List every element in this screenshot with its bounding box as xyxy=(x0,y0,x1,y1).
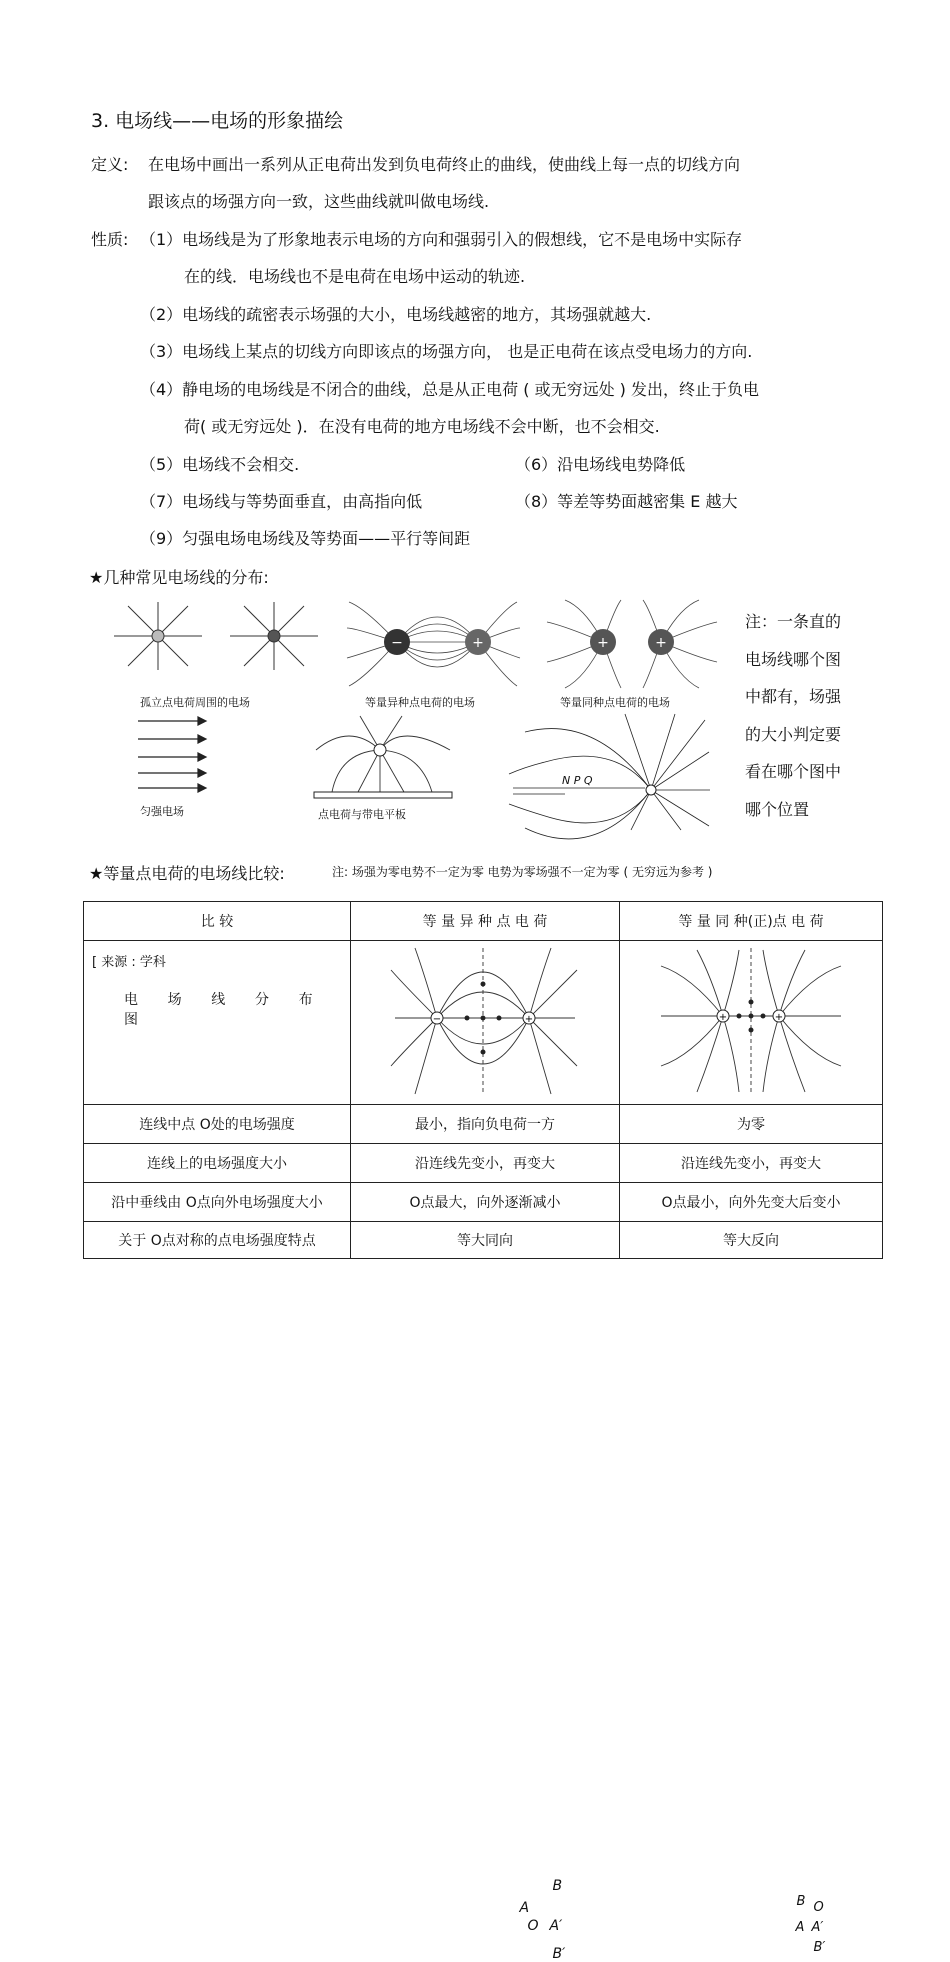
opposite-diagram xyxy=(385,946,585,1096)
row-same: 为零 xyxy=(620,1105,883,1144)
label-b-prime: B′ xyxy=(552,1945,566,1962)
property-4a: （4）静电场的电场线是不闭合的曲线，总是从正电荷 ( 或无穷远处 ) 发出，终止于负电 xyxy=(140,380,760,399)
label-a-prime: A′ xyxy=(549,1917,563,1934)
property-5: （5）电场线不会相交. xyxy=(140,455,300,474)
note-line: 注：一条直的 xyxy=(745,612,842,631)
same-diagram xyxy=(651,946,851,1096)
isolated-charges-figure xyxy=(110,598,330,690)
common-fields-title: ★几种常见电场线的分布: xyxy=(89,568,269,587)
npq-field-figure xyxy=(505,712,710,830)
svg-text:+: + xyxy=(774,1011,784,1023)
table-row xyxy=(84,1144,883,1183)
row-opposite: 沿连线先变小，再变大 xyxy=(351,1144,620,1183)
property-1a: （1）电场线是为了形象地表示电场的方向和强弱引入的假想线，它不是电场中实际存 xyxy=(140,230,743,249)
definition-label: 定义: xyxy=(91,155,129,174)
row-same: 沿连线先变小，再变大 xyxy=(620,1144,883,1183)
isolated-caption: 孤立点电荷周围的电场 xyxy=(140,696,250,709)
label-o: O xyxy=(813,1899,824,1915)
label-b: B xyxy=(796,1893,806,1909)
svg-text:+: + xyxy=(472,635,484,651)
property-4b: 荷( 或无穷远处 )．在没有电荷的地方电场线不会中断，也不会相交. xyxy=(184,417,660,436)
diagram-label: 电 场 线 分 布 图 xyxy=(124,992,326,1028)
row-opposite: 等大同向 xyxy=(351,1222,620,1259)
table-row xyxy=(84,1183,883,1222)
opposite-charges-figure xyxy=(345,598,520,690)
row-label: 连线中点 O处的电场强度 xyxy=(84,1105,351,1144)
row-label: 关于 O点对称的点电场强度特点 xyxy=(84,1222,351,1259)
property-2: （2）电场线的疏密表示场强的大小，电场线越密的地方，其场强就越大. xyxy=(140,305,652,324)
note-line: 哪个位置 xyxy=(745,799,810,819)
property-7: （7）电场线与等势面垂直，由高指向低 xyxy=(140,492,423,511)
comparison-title: ★等量点电荷的电场线比较: xyxy=(89,864,285,883)
svg-text:+: + xyxy=(524,1013,534,1025)
definition-line-2: 跟该点的场强方向一致，这些曲线就叫做电场线. xyxy=(148,192,490,211)
same-caption: 等量同种点电荷的电场 xyxy=(560,696,670,709)
row-label: 沿中垂线由 O点向外电场强度大小 xyxy=(84,1183,351,1222)
row-same: 等大反向 xyxy=(620,1222,883,1259)
source-note: [ 来源 : 学科 xyxy=(92,955,166,970)
side-note xyxy=(745,603,841,828)
properties-label: 性质: xyxy=(91,230,129,249)
diagram-label-cell xyxy=(84,941,351,1105)
table-header-row xyxy=(84,902,883,941)
plate-caption: 点电荷与带电平板 xyxy=(318,808,406,821)
definition-line-1: 在电场中画出一系列从正电荷出发到负电荷终止的曲线，使曲线上每一点的切线方向 xyxy=(148,155,741,174)
label-a: A xyxy=(519,1899,530,1916)
label-o: O xyxy=(527,1917,539,1934)
header-same: 等 量 同 种(正)点 电 荷 xyxy=(620,902,883,941)
same-charges-figure xyxy=(545,598,720,690)
note-line: 看在哪个图中 xyxy=(745,762,842,781)
npq-labels: N P Q xyxy=(562,774,593,787)
note-line: 电场线哪个图 xyxy=(745,649,842,669)
property-3: （3）电场线上某点的切线方向即该点的场强方向， 也是正电荷在该点受电场力的方向. xyxy=(140,342,753,361)
property-8: （8）等差等势面越密集 E 越大 xyxy=(515,492,738,511)
label-b: B xyxy=(552,1877,563,1894)
comparison-table xyxy=(83,901,883,1962)
header-compare: 比 较 xyxy=(84,902,351,941)
diagram-row xyxy=(84,941,883,1105)
svg-text:+: + xyxy=(655,635,667,651)
label-a-prime: A′ xyxy=(811,1919,824,1935)
row-label: 连线上的电场强度大小 xyxy=(84,1144,351,1183)
label-a: A xyxy=(795,1919,805,1935)
uniform-field-figure xyxy=(136,715,208,793)
row-opposite: O点最大，向外逐渐减小 xyxy=(351,1183,620,1222)
property-1b: 在的线．电场线也不是电荷在电场中运动的轨迹. xyxy=(184,267,526,286)
uniform-caption: 匀强电场 xyxy=(140,805,184,818)
charge-plate-figure xyxy=(310,712,458,804)
opposite-caption: 等量异种点电荷的电场 xyxy=(365,696,475,709)
table-row xyxy=(84,1222,883,1259)
property-6: （6）沿电场线电势降低 xyxy=(515,455,686,474)
note-line: 中都有，场强 xyxy=(745,687,842,706)
svg-text:+: + xyxy=(597,635,609,651)
row-opposite: 最小，指向负电荷一方 xyxy=(351,1105,620,1144)
section-heading: 3. 电场线——电场的形象描绘 xyxy=(91,110,344,132)
svg-text:−: − xyxy=(432,1013,442,1025)
row-same: O点最小，向外先变大后变小 xyxy=(620,1183,883,1222)
label-b-prime: B′ xyxy=(813,1939,826,1955)
comparison-note: 注: 场强为零电势不一定为零 电势为零场强不一定为零 ( 无穷远为参考 ) xyxy=(332,865,713,879)
svg-text:−: − xyxy=(391,635,403,651)
header-opposite: 等 量 异 种 点 电 荷 xyxy=(351,902,620,941)
property-9: （9）匀强电场电场线及等势面——平行等间距 xyxy=(140,529,471,548)
svg-text:+: + xyxy=(718,1011,728,1023)
note-line: 的大小判定要 xyxy=(745,724,842,744)
table-row xyxy=(84,1105,883,1144)
